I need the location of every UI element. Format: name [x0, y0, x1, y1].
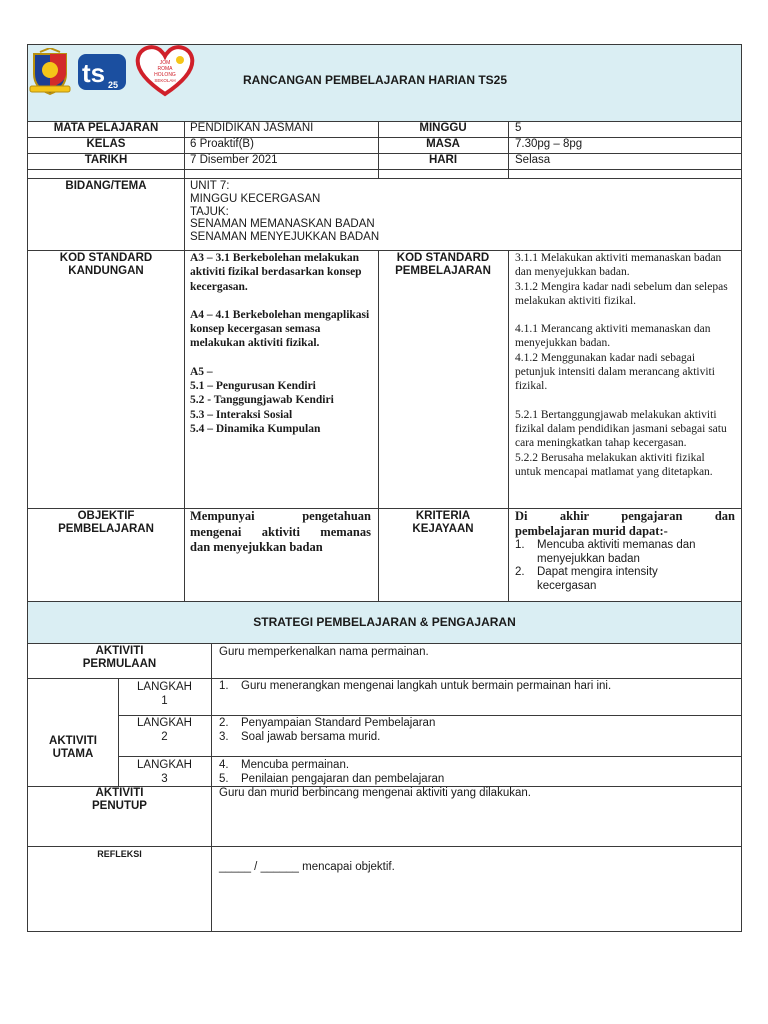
ksk-p1: A3 – 3.1 Berkebolehan melakukan aktiviti fizikal berdasarkan konsep kecergasan.	[190, 252, 362, 293]
objektif-content: Mempunyai pengetahuan mengenai aktiviti memanas dan menyejukkan badan	[190, 509, 371, 554]
bidang-tema-label: BIDANG/TEMA	[65, 180, 147, 192]
objektif-label: OBJEKTIF PEMBELAJARAN	[58, 510, 154, 535]
penutup-text: Guru dan murid berbincang mengenai aktiviti yang dilakukan.	[219, 787, 531, 799]
langkah-3-content: 4. Mencuba permainan. 5. Penilaian pengajaran dan pembelajaran	[219, 759, 445, 785]
kriteria-label: KRITERIA KEJAYAAN	[412, 510, 474, 535]
strategi-title: STRATEGI PEMBELAJARAN & PENGAJARAN	[253, 615, 516, 629]
svg-text:HOLONG: HOLONG	[154, 72, 176, 78]
ts25-logo-number: 25	[108, 80, 119, 90]
page-title: RANCANGAN PEMBELAJARAN HARIAN TS25	[243, 73, 508, 87]
svg-text:ROMA: ROMA	[157, 66, 173, 72]
kelas-value: 6 Proaktif(B)	[190, 138, 254, 150]
tarikh-value: 7 Disember 2021	[190, 154, 278, 166]
svg-text:JOM: JOM	[159, 60, 171, 66]
ksk-p3-head: A5 –	[190, 365, 213, 378]
minggu-label: MINGGU	[419, 122, 467, 134]
refleksi-label: REFLEKSI	[97, 849, 142, 859]
hari-value: Selasa	[515, 154, 551, 166]
ts25-logo	[76, 50, 128, 94]
langkah-3-label: LANGKAH 3	[137, 759, 192, 785]
permulaan-label: AKTIVITI PERMULAAN	[82, 645, 157, 670]
mata-pelajaran-value: PENDIDIKAN JASMANI	[190, 122, 314, 134]
ksk-label: KOD STANDARD KANDUNGAN	[59, 252, 153, 277]
mata-pelajaran-label: MATA PELAJARAN	[53, 122, 159, 134]
refleksi-text[interactable]: _____ / ______ mencapai objektif.	[219, 861, 395, 873]
masa-label: MASA	[426, 138, 460, 150]
ksp-content: 3.1.1 Melakukan aktiviti memanaskan badan dan menyejukkan badan. 3.1.2 Mengira kadar nadi sebelum dan selepas melakukan aktiviti fizikal. 4.1.1 Merancang aktiviti memanaskan dan menyejukkan badan. 4.1.2 Menggunakan kadar nadi sebagai petunjuk intensiti dalam merancang aktiviti fizikal. 5.2.1 Bertanggungjawab melakukan aktiviti fizikal dalam pendidikan jasmani sebagai satu cara meningkatkan tahap kecergasan. 5.2.2 Berusaha melakukan aktiviti fizikal untuk mencapai matlamat yang ditetapkan.	[515, 252, 728, 478]
svg-text:SEKOLAH: SEKOLAH	[154, 78, 176, 83]
langkah-2-content: 2. Penyampaian Standard Pembelajaran 3. Soal jawab bersama murid.	[219, 717, 436, 743]
bidang-tema-content: UNIT 7: MINGGU KECERGASAN TAJUK: SENAMAN MEMANASKAN BADAN SENAMAN MENYEJUKKAN BADAN	[190, 180, 380, 244]
ksp-label: KOD STANDARD PEMBELAJARAN	[395, 252, 491, 277]
masa-value: 7.30pg – 8pg	[515, 138, 583, 150]
heart-logo	[134, 44, 196, 98]
langkah-1-content: 1. Guru menerangkan mengenai langkah untuk bermain permainan hari ini.	[219, 680, 612, 692]
minggu-value: 5	[515, 122, 522, 134]
ksk-content: A3 – 3.1 Berkebolehan melakukan aktiviti fizikal berdasarkan konsep kecergasan. A4 – 4.1 Berkebolehan mengaplikasi konsep kecergasan semasa melakukan aktiviti fizikal. A5 – 5.1 – Pengurusan Kendiri 5.2 - Tanggungjawab Kendiri 5.3 – Interaksi Sosial 5.4 – Dinamika Kumpulan	[190, 252, 370, 435]
ksk-p2: A4 – 4.1 Berkebolehan mengaplikasi konsep kecergasan semasa melakukan aktiviti fizikal.	[190, 308, 370, 350]
permulaan-text: Guru memperkenalkan nama permainan.	[219, 646, 429, 658]
penutup-label: AKTIVITI PENUTUP	[92, 787, 147, 812]
hari-label: HARI	[428, 154, 458, 166]
kelas-label: KELAS	[86, 138, 126, 150]
utama-label: AKTIVITI UTAMA	[49, 735, 97, 760]
school-crest-logo	[28, 48, 72, 96]
langkah-2-label: LANGKAH 2	[137, 717, 192, 743]
kriteria-content: Di akhir pengajaran dan pembelajaran murid dapat:- 1. Mencuba aktiviti memanas dan menyejukkan badan 2. Dapat mengira intensity kecergasan	[515, 509, 735, 592]
tarikh-label: TARIKH	[84, 154, 128, 166]
langkah-1-label: LANGKAH 1	[137, 681, 192, 707]
svg-text:ts: ts	[82, 58, 106, 88]
